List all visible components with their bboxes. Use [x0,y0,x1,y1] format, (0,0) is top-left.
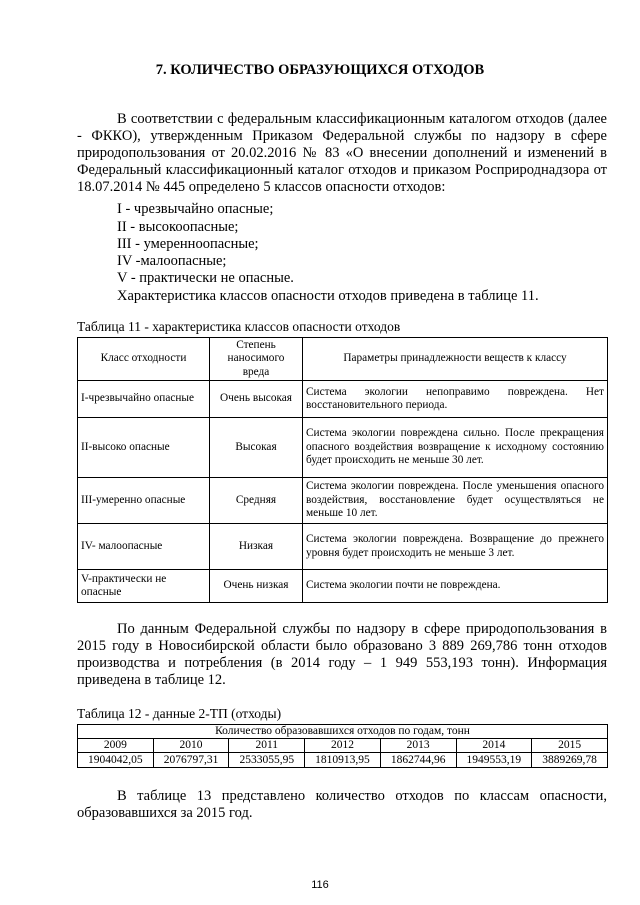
table11-params: Система экологии повреждена. После уменьшения опасного воздействия, восстановление будет осуществляться не меньше 10 лет. [303,478,608,524]
table12-year: 2010 [153,739,229,753]
table11 [77,337,608,603]
table11-params: Система экологии повреждена сильно. После прекращения опасного воздействия возвращение к исходному состоянию будет происходить не меньше 30 лет. [303,418,608,478]
table11-class: V-практически не опасные [78,570,210,603]
table11-header-params: Параметры принадлежности веществ к классу [303,338,608,381]
table11-intro: Характеристика классов опасности отходов приведена в таблице 11. [117,288,539,304]
table11-class: III-умеренно опасные [78,478,210,524]
table12-value: 2076797,31 [153,753,229,768]
table11-harm: Высокая [210,418,303,478]
table11-class: IV- малоопасные [78,524,210,570]
table11-harm: Очень высокая [210,381,303,418]
table12-value: 1949553,19 [456,753,532,768]
table11-class: I-чрезвычайно опасные [78,381,210,418]
table-row [78,478,608,524]
closing-paragraph: В таблице 13 представлено количество отходов по классам опасности, образовавшихся за 2015 год. [77,788,607,821]
intro-paragraph: В соответствии с федеральным классификационным каталогом отходов (далее - ФККО), утвержденным Приказом Федеральной службы по надзору в сфере природопользования от 20.02.2016 № 83 «О внесении дополнений и изменений в Федеральный классификационный каталог отходов и приказом Росприроднадзора от 18.07.2014 № 445 определено 5 классов опасности отходов: [77,111,607,195]
table11-params: Система экологии непоправимо повреждена. Нет восстановительного периода. [303,381,608,418]
table12-caption: Таблица 12 - данные 2-ТП (отходы) [77,706,282,721]
section-title: 7. КОЛИЧЕСТВО ОБРАЗУЮЩИХСЯ ОТХОДОВ [155,62,485,78]
table11-harm: Низкая [210,524,303,570]
hazard-class-2: II - высокоопасные; [117,219,239,235]
table11-header-row [78,338,608,381]
paragraph-2015: По данным Федеральной службы по надзору в сфере природопользования в 2015 году в Новосибирской области было образовано 3 889 269,786 тонн отходов производства и потребления (в 2014 году – 1 949 553,193 тонн). Информация приведена в таблице 12. [77,621,607,688]
table12-year: 2014 [456,739,532,753]
table-row [78,524,608,570]
hazard-class-1: I - чрезвычайно опасные; [117,201,274,217]
table12-value: 3889269,78 [532,753,608,768]
table12-value: 1810913,95 [305,753,381,768]
hazard-class-4: IV -малоопасные; [117,253,227,269]
table11-harm: Очень низкая [210,570,303,603]
hazard-class-3: III - умеренноопасные; [117,236,259,252]
table11-harm: Средняя [210,478,303,524]
table12-year: 2013 [380,739,456,753]
table11-params: Система экологии повреждена. Возвращение до прежнего уровня будет происходить не меньше 3 лет. [303,524,608,570]
table12-year: 2015 [532,739,608,753]
table12-value: 1904042,05 [78,753,154,768]
table12 [77,724,608,768]
table11-params: Система экологии почти не повреждена. [303,570,608,603]
table12-value: 2533055,95 [229,753,305,768]
table11-header-class: Класс отходности [78,338,210,381]
table12-years-row [78,739,608,753]
table11-caption: Таблица 11 - характеристика классов опасности отходов [77,319,401,334]
table12-year: 2011 [229,739,305,753]
table12-year: 2012 [305,739,381,753]
table-row [78,418,608,478]
table12-value: 1862744,96 [380,753,456,768]
table11-header-harm: Степень наносимого вреда [210,338,303,381]
table12-values-row [78,753,608,768]
table-row [78,381,608,418]
table12-year: 2009 [78,739,154,753]
table12-header: Количество образовавшихся отходов по годам, тонн [78,725,608,739]
page-number: 116 [311,879,329,891]
hazard-class-5: V - практически не опасные. [117,270,294,286]
table11-class: II-высоко опасные [78,418,210,478]
table-row [78,570,608,603]
